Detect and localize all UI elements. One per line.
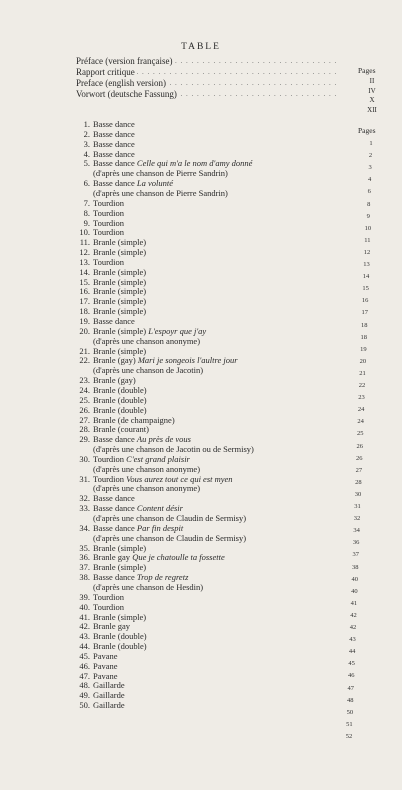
entry-number: 20.	[79, 325, 90, 336]
entry-page-number: 24	[357, 418, 364, 426]
entry-number: 49.	[79, 690, 90, 701]
entry-page-number: 45	[348, 660, 355, 668]
entry-title: Branle (simple)	[93, 286, 147, 297]
entry-title: Tourdion	[93, 256, 125, 267]
entry-subtitle: (d'après une chanson de Pierre Sandrin)	[93, 187, 228, 198]
entry-number: 5.	[83, 158, 90, 169]
entry-title: Tourdion	[93, 207, 125, 218]
entry-number: 14.	[79, 266, 90, 277]
entry-italic-title: La volunté	[136, 178, 174, 189]
entry-italic-title: C'est grand plaisir	[126, 453, 190, 464]
entry-title: Gaillarde	[93, 680, 125, 691]
entry-page-number: 2	[368, 152, 373, 160]
entry-italic-title: L'espoyr que j'ay	[148, 325, 207, 336]
entry-page-number: 9	[366, 212, 370, 220]
entry-title: Basse dance	[93, 119, 135, 129]
entry-number: 15.	[79, 276, 90, 287]
entry-title: Branle (simple)	[93, 296, 147, 307]
entry-title: Basse dance	[93, 572, 137, 583]
entry-italic-title: Mari je songeois l'aultre jour	[137, 355, 238, 366]
entry-italic-title: Celle qui m'a le nom d'amy donné	[136, 158, 253, 169]
entry-title: Branle (simple)	[93, 247, 147, 258]
entry-number: 25.	[79, 394, 90, 405]
entry-subtitle: (d'après une chanson de Claudin de Sermisy)	[93, 513, 247, 523]
preface-item	[76, 78, 338, 89]
preface-item-label: Préface (version française)	[76, 56, 173, 66]
entry-title: Pavane	[93, 670, 118, 681]
entry-title: Basse dance	[93, 522, 137, 533]
entry-title: Branle (double)	[93, 404, 147, 415]
entry-page-number: 37	[352, 551, 359, 559]
entry-page-number: 24	[357, 406, 365, 414]
entry-page-number: 50	[346, 708, 354, 716]
entry-number: 31.	[79, 473, 90, 484]
preface-item	[76, 56, 338, 67]
entry-page-number: 32	[353, 515, 361, 523]
entry-title: Branle (double)	[93, 384, 147, 395]
entry-page-number: 17	[361, 309, 368, 317]
entry-number: 42.	[79, 621, 90, 632]
entry-page-number: 22	[358, 382, 366, 389]
entry-italic-title: Trop de regretz	[136, 572, 189, 583]
entry-number: 39.	[79, 591, 90, 602]
toc-entry	[76, 524, 346, 534]
entry-title: Branle gay	[93, 621, 131, 632]
entry-page-number: 26	[356, 454, 363, 462]
entry-title: Branle (double)	[93, 641, 147, 652]
entry-page-number: 10	[364, 224, 372, 232]
entry-page-number: 51	[346, 720, 353, 728]
entry-page-number: 25	[356, 430, 364, 438]
entry-italic-title: Que je chatoulle ta fossette	[132, 552, 225, 563]
entry-title: Pavane	[93, 660, 118, 671]
entry-number: 19.	[79, 316, 90, 326]
entry-page-number: 4	[368, 176, 372, 184]
entry-page-number: 34	[353, 527, 360, 535]
entry-number: 34.	[79, 522, 90, 533]
entry-subtitle: (d'après une chanson de Jacotin ou de Sermisy)	[93, 444, 254, 455]
entry-number: 37.	[79, 562, 90, 573]
preface-item-label: Preface (english version)	[76, 78, 166, 88]
entry-page-number: 14	[362, 273, 370, 281]
entry-number: 40.	[79, 601, 90, 612]
entry-page-number: 16	[361, 297, 369, 305]
entry-italic-title: Au près de vous	[136, 434, 191, 445]
entry-title: Basse dance	[93, 178, 137, 189]
entry-page-number: 12	[363, 248, 371, 256]
entry-page-number: 19	[360, 345, 367, 353]
entry-title: Branle (gay)	[93, 375, 136, 386]
entry-title: Branle (simple)	[93, 266, 147, 277]
entry-title: Basse dance	[93, 158, 137, 169]
entry-page-number: 8	[367, 200, 371, 208]
entry-number: 30.	[79, 453, 90, 464]
entry-title: Basse dance	[93, 316, 135, 326]
entry-number: 8.	[83, 207, 90, 218]
entry-title: Branle (courant)	[93, 424, 149, 435]
entry-page-number: 15	[362, 285, 369, 293]
entry-subtitle: (d'après une chanson de Hesdin)	[93, 581, 204, 592]
entry-title: Branle (simple)	[93, 237, 147, 248]
entries-pages-header: Pages	[358, 126, 376, 135]
entry-number: 4.	[83, 148, 90, 159]
entry-page-number: 13	[363, 261, 370, 268]
entry-title: Tourdion	[93, 227, 125, 238]
entry-page-number: 28	[355, 478, 362, 486]
entry-title: Branle (gay)	[93, 355, 138, 366]
entry-number: 6.	[83, 178, 90, 189]
preface-item-page: XII	[367, 105, 377, 114]
preface-item-page: IV	[368, 86, 376, 95]
entry-subtitle: (d'après une chanson anonyme)	[93, 335, 201, 346]
entry-number: 21.	[79, 345, 90, 356]
entry-number: 26.	[79, 404, 90, 415]
entry-subtitle: (d'après une chanson anonyme)	[93, 463, 201, 474]
entry-page-number: 30	[354, 490, 362, 498]
entry-italic-title: Par fin despit	[136, 522, 184, 533]
entry-title: Tourdion	[93, 453, 127, 464]
entry-page-number: 42	[349, 624, 357, 631]
entry-number: 46.	[79, 660, 90, 671]
entry-page-number: 26	[356, 442, 363, 450]
entry-number: 35.	[79, 542, 90, 553]
entry-title: Basse dance	[93, 493, 135, 504]
entry-title: Tourdion	[93, 601, 125, 612]
entry-italic-title: Content désir	[136, 503, 183, 514]
preface-item-label: Rapport critique	[76, 67, 135, 77]
entry-subtitle: (d'après une chanson de Jacotin)	[93, 365, 204, 376]
entry-title: Tourdion	[93, 591, 125, 602]
entry-page-number: 11	[364, 236, 371, 244]
entry-page-number: 38	[352, 563, 359, 571]
entry-title: Branle (simple)	[93, 345, 147, 356]
entry-number: 18.	[79, 306, 90, 317]
entry-title: Branle (double)	[93, 394, 147, 405]
entry-title: Basse dance	[93, 503, 137, 514]
entry-page-number: 52	[345, 732, 353, 740]
entry-number: 29.	[79, 434, 90, 445]
entry-number: 23.	[79, 375, 90, 386]
entry-page-number: 44	[348, 648, 356, 656]
toc-entry	[76, 701, 346, 711]
entry-number: 13.	[79, 256, 90, 267]
entry-number: 43.	[79, 631, 90, 642]
entry-number: 28.	[79, 424, 90, 435]
entry-page-number: 47	[347, 684, 354, 692]
entry-title: Tourdion	[93, 473, 127, 484]
entry-page-number: 20	[359, 357, 367, 365]
entry-page-number: 27	[355, 466, 363, 474]
entry-title: Gaillarde	[93, 700, 125, 711]
entry-page-number: 48	[347, 696, 354, 704]
entry-title: Branle (simple)	[93, 611, 147, 622]
entry-page-number: 1	[369, 140, 373, 147]
entry-page-number: 46	[347, 672, 355, 680]
entry-title: Branle (double)	[93, 631, 147, 642]
entry-title: Branle (simple)	[93, 325, 149, 336]
entry-page-number: 18	[360, 333, 368, 341]
entry-number: 27.	[79, 414, 90, 425]
entry-page-number: 3	[368, 164, 372, 172]
entry-page-number: 40	[351, 575, 359, 583]
entry-title: Tourdion	[93, 217, 125, 228]
entry-number: 10.	[79, 227, 90, 238]
entry-number: 16.	[79, 286, 90, 297]
entry-page-number: 41	[350, 599, 358, 607]
preface-item-page: II	[369, 77, 375, 85]
preface-item-label: Vorwort (deutsche Fassung)	[76, 89, 177, 99]
entry-number: 48.	[79, 680, 90, 691]
entry-number: 17.	[79, 296, 90, 307]
toc-entry	[76, 455, 346, 465]
entry-subtitle: (d'après une chanson de Pierre Sandrin)	[93, 168, 228, 179]
entry-subtitle: (d'après une chanson de Claudin de Sermisy)	[93, 532, 247, 543]
entry-number: 50.	[79, 700, 90, 711]
entry-title: Gaillarde	[93, 690, 125, 701]
entry-number: 7.	[83, 197, 90, 208]
preface-item-page: X	[369, 96, 375, 104]
entry-page-number: 6	[367, 188, 371, 196]
preface-item	[76, 89, 338, 100]
entry-title: Basse dance	[93, 138, 135, 149]
entry-title: Pavane	[93, 650, 118, 661]
preface-pages-header: Pages	[358, 66, 376, 75]
entry-italic-title: Vous aurez tout ce qui est myen	[126, 473, 233, 484]
entry-title: Basse dance	[93, 434, 137, 445]
entry-page-number: 40	[351, 587, 358, 595]
entry-page-number: 23	[358, 394, 365, 402]
toc-entry	[76, 327, 346, 337]
entry-page-number: 36	[352, 539, 360, 547]
entry-number: 24.	[79, 384, 90, 395]
entry-title: Basse dance	[93, 128, 135, 139]
entry-title: Branle (simple)	[93, 542, 147, 553]
entry-title: Basse dance	[93, 148, 135, 159]
entry-number: 44.	[79, 641, 90, 652]
entry-page-number: 18	[361, 321, 368, 329]
entry-title: Branle (simple)	[93, 276, 147, 287]
entry-number: 32.	[79, 493, 90, 504]
entry-number: 33.	[79, 503, 90, 514]
entry-number: 12.	[79, 247, 90, 258]
entry-number: 47.	[79, 670, 90, 681]
entry-title: Tourdion	[93, 197, 125, 208]
entry-number: 9.	[83, 217, 90, 228]
entry-page-number: 42	[350, 611, 357, 619]
preface-item	[76, 67, 338, 78]
entry-number: 2.	[83, 128, 90, 139]
entry-page-number: 43	[349, 636, 356, 644]
entry-title: Branle (simple)	[93, 306, 147, 317]
entry-page-number: 31	[354, 503, 361, 510]
entry-number: 1.	[83, 119, 90, 129]
entry-number: 22.	[79, 355, 90, 366]
entry-subtitle: (d'après une chanson anonyme)	[93, 483, 201, 494]
entry-number: 41.	[79, 611, 90, 622]
entry-number: 11.	[79, 237, 90, 248]
entry-title: Branle (de champaigne)	[93, 414, 175, 425]
entry-title: Branle gay	[93, 552, 133, 563]
entry-title: Branle (simple)	[93, 562, 147, 573]
page-title: TABLE	[181, 42, 221, 52]
entry-number: 3.	[83, 138, 90, 149]
entry-page-number: 21	[359, 369, 366, 377]
entry-number: 45.	[79, 650, 90, 661]
entry-number: 36.	[79, 552, 90, 563]
entry-number: 38.	[79, 572, 90, 583]
